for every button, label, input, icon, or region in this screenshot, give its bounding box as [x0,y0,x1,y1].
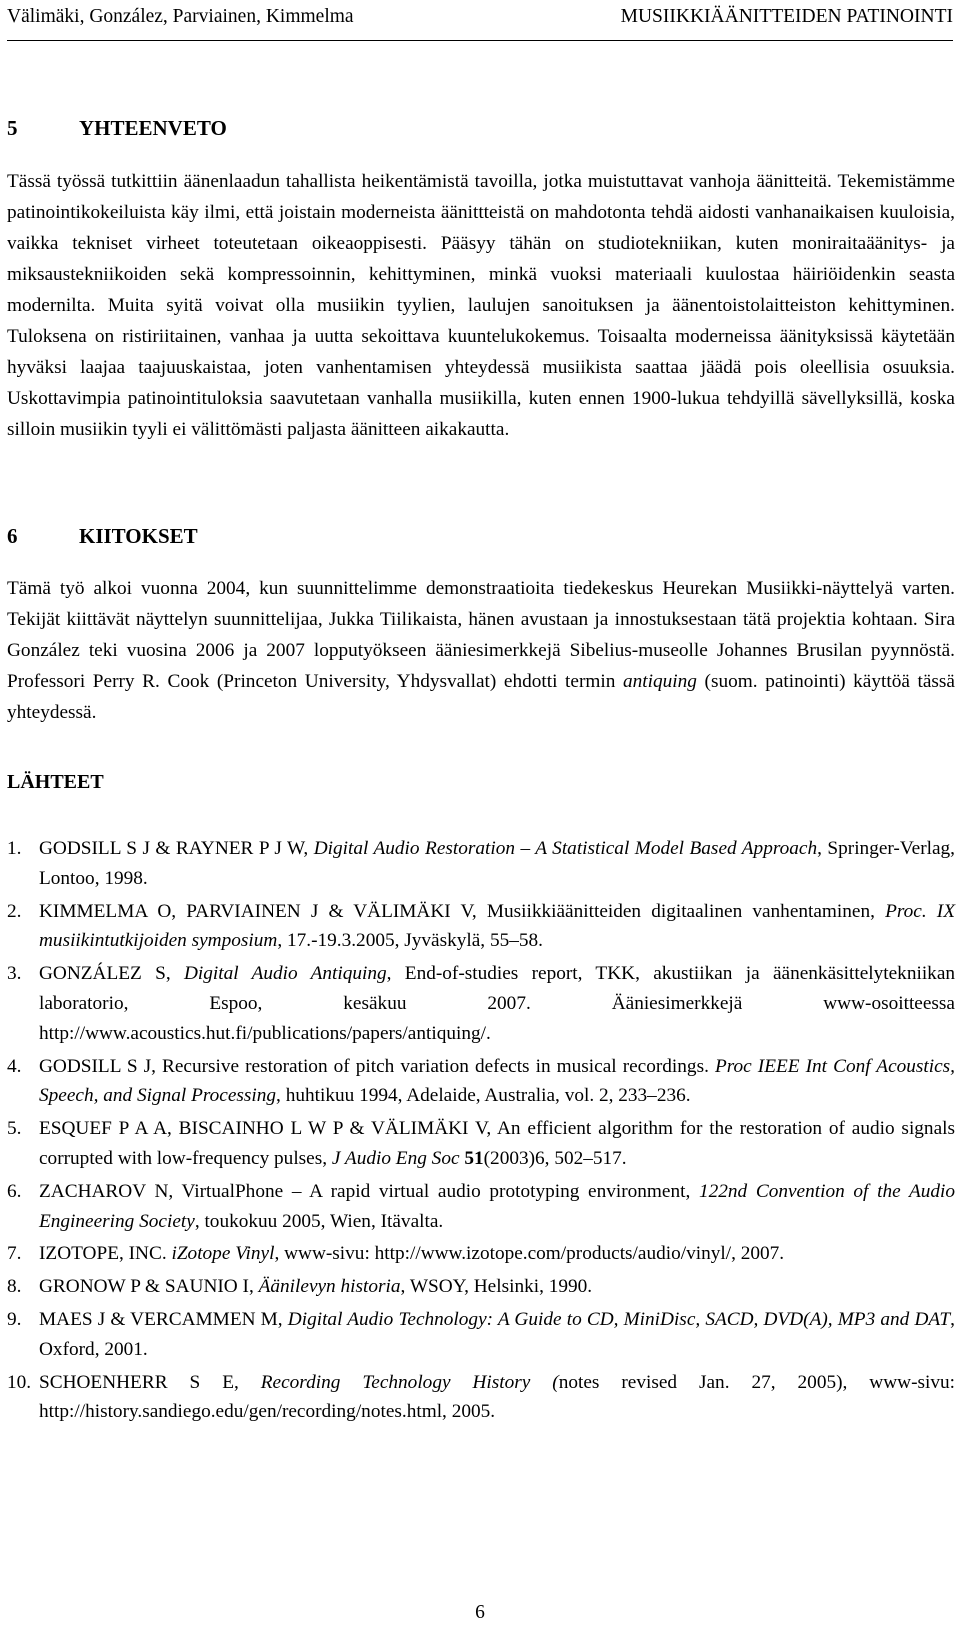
reference-item [7,1114,955,1174]
reference-number: 6. [7,1180,22,1202]
reference-item [7,1272,955,1302]
reference-text: SCHOENHERR S E, [39,1371,261,1393]
section-title: YHTEENVETO [79,116,227,140]
section-number: 6 [7,524,18,548]
running-header [7,2,953,41]
reference-text: , huhtikuu 1994, Adelaide, Australia, vol. 2, 233–236. [276,1085,691,1107]
reference-text: , www-sivu: http://www.izotope.com/products/audio/vinyl/, 2007. [274,1243,785,1265]
reference-text: KIMMELMA O, PARVIAINEN J & VÄLIMÄKI V, Musiikkiäänitteiden digitaalinen vanhentaminen, [39,900,886,922]
reference-title: Digital Audio Technology: A Guide to CD, MiniDisc, SACD, DVD(A), MP3 and DAT [287,1308,951,1330]
reference-text: , Oxford, 2001. [39,1308,955,1360]
header-title: MUSIIKKIÄÄNITTEIDEN PATINOINTI [620,6,953,27]
reference-text: notes revised Jan. 27, 2005), www-sivu: http://history.sandiego.edu/gen/recording/notes.html, 2005. [39,1371,955,1423]
reference-item [7,1177,955,1237]
reference-text: ZACHAROV N, VirtualPhone – A rapid virtual audio prototyping environment, [39,1180,699,1202]
section-number: 5 [7,116,18,140]
reference-text: GRONOW P & SAUNIO I, [39,1276,259,1298]
reference-title: Äänilevyn historia [258,1276,401,1298]
section-title: KIITOKSET [79,524,198,548]
header-authors: Välimäki, González, Parviainen, Kimmelma [7,6,354,27]
reference-title: Proc IEEE Int Conf Acoustics, Speech, and Signal Processing [39,1055,956,1107]
reference-number: 2. [7,900,22,922]
reference-item [7,1305,955,1365]
page-number: 6 [475,1602,485,1623]
paragraph-text: Tämä työ alkoi vuonna 2004, kun suunnittelimme demonstraatioita tiedekeskus Heurekan Musiikki-näyttelyä varten. Tekijät kiittävät näyttelyn suunnittelijaa, Jukka Tiilikaista, hänen avustaan ja innostuksestaan tätä projektia kohtaan. Sira González teki vuosina 2006 ja 2007 lopputyökseen ääniesimerkkejä Sibelius-museolle Johannes Brusilan pyynnöstä. Professori Perry R. Cook (Princeton University, Yhdysvallat) ehdotti termin [7,578,955,692]
reference-item [7,834,955,894]
reference-number: 3. [7,963,22,985]
reference-text: ESQUEF P A A, BISCAINHO L W P & VÄLIMÄKI V, An efficient algorithm for the restoration of audio signals corrupted with low-frequency pulses, [39,1118,955,1169]
reference-title: 122nd Convention of the Audio Engineering Society [39,1180,956,1232]
reference-text: MAES J & VERCAMMEN M, [39,1308,288,1330]
paragraph-text: (suom. patinointi) käyttöä tässä yhteydessä. [7,671,955,723]
reference-number: 8. [7,1276,22,1298]
summary-paragraph: Tässä työssä tutkittiin äänenlaadun tahallista heikentämistä tavoilla, jotka muistuttavat vanhoja äänitteitä. Tekemistämme patinointikokeiluista käy ilmi, että joistain moderneista äänittteistä on mahdotonta tehdä aidosti vanhanaikaisen kuuloisia, vaikka tekniset virheet toteutetaan oikeaoppisesti. Pääsyy tähän on studiotekniikan, kuten moniraitaäänitys- ja miksaustekniikoiden sekä kompressoinnin, kehittyminen, minkä vuoksi materiaali kuulostaa häiriöidenkin seasta modernilta. Muita syitä voivat olla musiikin tyylien, laulujen sanoituksen ja äänentoistolaitteiston kehittyminen. Tuloksena on ristiriitainen, vanhaa ja uutta sekoittava kuuntelukokemus. Toisaalta moderneissa äänityksissä käytetään hyväksi laajaa taajuuskaistaa, joten vanhentamisen yhteydessä musiikista saattaa jäädä pois oleellisia osuuksia. Uskottavimpia patinointituloksia saavutetaan vanhalla musiikilla, kuten ennen 1900-lukua tehdyillä sävellyksillä, koska silloin musiikin tyyli ei välittömästi paljasta äänitteen aikakautta. [7,171,955,440]
reference-number: 9. [7,1308,22,1330]
reference-list [7,834,955,1430]
acknowledgements-paragraph [7,573,955,728]
reference-text: , WSOY, Helsinki, 1990. [400,1276,593,1298]
reference-text: GONZÁLEZ S, [39,963,184,985]
reference-title: iZotope Vinyl [171,1243,275,1265]
reference-number: 5. [7,1118,22,1140]
reference-item [7,959,955,1048]
reference-title: Digital Audio Antiquing [183,963,387,985]
section-heading-acknowledgements [7,522,198,550]
reference-item [7,1368,955,1428]
reference-text: GODSILL S J, Recursive restoration of pitch variation defects in musical recordings. [39,1055,715,1077]
reference-volume: 51 [464,1147,484,1169]
section-heading-summary [7,114,227,142]
reference-item [7,897,955,957]
reference-title: Recording Technology History ( [260,1371,559,1393]
italic-term: antiquing [623,671,697,692]
reference-text: GODSILL S J & RAYNER P J W, [39,838,314,859]
reference-text: , Springer-Verlag, Lontoo, 1998. [39,838,955,889]
reference-number: 7. [7,1243,22,1265]
reference-number: 1. [7,838,22,859]
reference-item [7,1052,955,1112]
reference-text: , toukokuu 2005, Wien, Itävalta. [194,1210,444,1232]
reference-number: 10. [7,1371,32,1393]
reference-title: Digital Audio Restoration – A Statistical Model Based Approach [313,838,818,859]
reference-item [7,1239,955,1269]
reference-text: (2003)6, 502–517. [483,1147,627,1169]
reference-text: IZOTOPE, INC. [39,1243,172,1265]
reference-title: J Audio Eng Soc [331,1147,460,1169]
reference-text: , End-of-studies report, TKK, akustiikan ja äänenkäsittelytekniikan laboratorio, Espoo, kesäkuu 2007. Ääniesimerkkejä www-osoitteessa http://www.acoustics.hut.fi/publications/papers/antiquing/. [39,963,956,1044]
references-heading: LÄHTEET [7,771,104,793]
reference-title: Proc. IX musiikintutkijoiden symposium [39,900,955,952]
reference-number: 4. [7,1055,22,1077]
reference-text: , 17.-19.3.2005, Jyväskylä, 55–58. [277,930,543,952]
